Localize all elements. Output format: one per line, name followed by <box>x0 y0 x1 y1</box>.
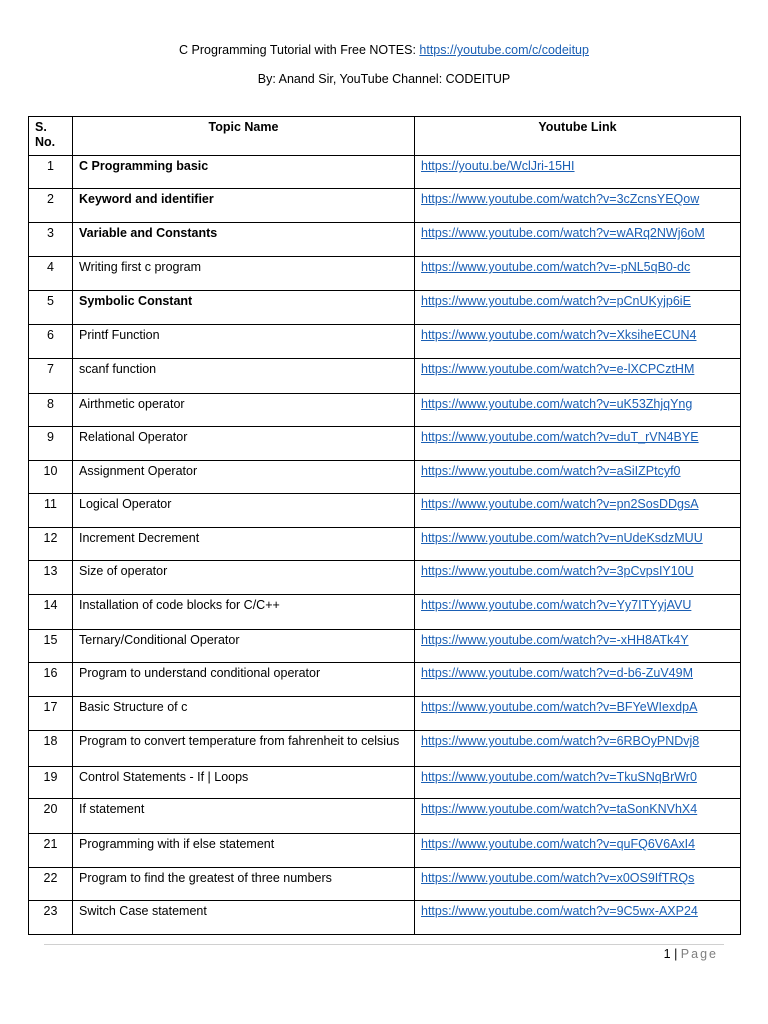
row-link-cell <box>415 595 741 630</box>
table-row <box>29 291 741 325</box>
row-number: 10 <box>29 461 73 494</box>
row-link-cell <box>415 156 741 189</box>
row-link-cell <box>415 630 741 663</box>
row-link-cell <box>415 359 741 394</box>
table-header-row <box>29 117 741 156</box>
row-link-cell <box>415 834 741 868</box>
row-link-cell <box>415 189 741 223</box>
table-row <box>29 561 741 595</box>
row-topic: Relational Operator <box>73 427 415 461</box>
row-number: 23 <box>29 901 73 935</box>
youtube-link[interactable]: https://www.youtube.com/watch?v=quFQ6V6AxI4 <box>421 837 696 851</box>
row-topic: Airthmetic operator <box>73 394 415 427</box>
row-topic: Control Statements - If | Loops <box>73 767 415 799</box>
table-row <box>29 223 741 257</box>
row-link-cell <box>415 561 741 595</box>
row-number: 16 <box>29 663 73 697</box>
row-link-cell <box>415 291 741 325</box>
row-link-cell <box>415 257 741 291</box>
row-topic: Printf Function <box>73 325 415 359</box>
channel-link[interactable]: https://youtube.com/c/codeitup <box>419 43 589 57</box>
youtube-link[interactable]: https://www.youtube.com/watch?v=3pCvpsIY10U <box>421 564 694 578</box>
youtube-link[interactable]: https://www.youtube.com/watch?v=aSiIZPtcyf0 <box>421 464 681 478</box>
row-number: 1 <box>29 156 73 189</box>
title-text: C Programming Tutorial with Free NOTES: <box>179 43 420 57</box>
row-topic: Keyword and identifier <box>73 189 415 223</box>
page-label: Page <box>680 947 718 961</box>
row-link-cell <box>415 427 741 461</box>
row-number: 11 <box>29 494 73 528</box>
table-row <box>29 528 741 561</box>
table-row <box>29 427 741 461</box>
row-link-cell <box>415 394 741 427</box>
page-number: 1 <box>663 947 671 961</box>
row-link-cell <box>415 528 741 561</box>
table-row <box>29 767 741 799</box>
table-row <box>29 359 741 394</box>
youtube-link[interactable]: https://www.youtube.com/watch?v=9C5wx-AXP24 <box>421 904 698 918</box>
row-link-cell <box>415 223 741 257</box>
row-topic: Writing first c program <box>73 257 415 291</box>
row-topic: Ternary/Conditional Operator <box>73 630 415 663</box>
page-footer <box>664 947 718 961</box>
document-title <box>0 43 768 57</box>
row-number: 6 <box>29 325 73 359</box>
row-topic: Symbolic Constant <box>73 291 415 325</box>
table-row <box>29 901 741 935</box>
table-row <box>29 834 741 868</box>
row-link-cell <box>415 697 741 731</box>
row-link-cell <box>415 901 741 935</box>
row-number: 22 <box>29 868 73 901</box>
youtube-link[interactable]: https://www.youtube.com/watch?v=-xHH8ATk4Y <box>421 633 689 647</box>
row-link-cell <box>415 731 741 767</box>
row-number: 2 <box>29 189 73 223</box>
row-link-cell <box>415 767 741 799</box>
row-topic: Program to understand conditional operator <box>73 663 415 697</box>
table-row <box>29 325 741 359</box>
row-number: 14 <box>29 595 73 630</box>
youtube-link[interactable]: https://www.youtube.com/watch?v=Yy7ITYyjAVU <box>421 598 692 612</box>
row-link-cell <box>415 494 741 528</box>
row-topic: Size of operator <box>73 561 415 595</box>
row-topic: Increment Decrement <box>73 528 415 561</box>
table-row <box>29 189 741 223</box>
table-row <box>29 494 741 528</box>
youtube-link[interactable]: https://www.youtube.com/watch?v=-pNL5qB0-dc <box>421 260 691 274</box>
youtube-link[interactable]: https://www.youtube.com/watch?v=pCnUKyjp6iE <box>421 294 691 308</box>
row-topic: Programming with if else statement <box>73 834 415 868</box>
table-row <box>29 461 741 494</box>
row-link-cell <box>415 868 741 901</box>
youtube-link[interactable]: https://www.youtube.com/watch?v=6RBOyPNDvj8 <box>421 734 700 748</box>
document-byline: By: Anand Sir, YouTube Channel: CODEITUP <box>257 72 511 86</box>
row-topic: Logical Operator <box>73 494 415 528</box>
table-row <box>29 156 741 189</box>
table-row <box>29 257 741 291</box>
row-topic: If statement <box>73 799 415 834</box>
youtube-link[interactable]: https://www.youtube.com/watch?v=3cZcnsYEQow <box>421 192 700 206</box>
table-row <box>29 697 741 731</box>
table-row <box>29 595 741 630</box>
row-link-cell <box>415 799 741 834</box>
row-topic: Variable and Constants <box>73 223 415 257</box>
tutorial-table <box>28 116 741 935</box>
youtube-link[interactable]: https://www.youtube.com/watch?v=duT_rVN4BYE <box>421 430 699 444</box>
table-row <box>29 394 741 427</box>
youtube-link[interactable]: https://www.youtube.com/watch?v=uK53ZhjqYng <box>421 397 693 411</box>
column-header-sno: S. No. <box>29 117 73 156</box>
row-number: 15 <box>29 630 73 663</box>
column-header-link: Youtube Link <box>415 117 741 156</box>
row-topic: C Programming basic <box>73 156 415 189</box>
row-number: 13 <box>29 561 73 595</box>
table-row <box>29 731 741 767</box>
column-header-topic: Topic Name <box>73 117 415 156</box>
youtube-link[interactable]: https://youtu.be/WclJri-15HI <box>421 159 575 173</box>
youtube-link[interactable]: https://www.youtube.com/watch?v=wARq2NWj6oM <box>421 226 705 240</box>
row-number: 18 <box>29 731 73 767</box>
page-separator: | <box>670 947 681 961</box>
row-number: 17 <box>29 697 73 731</box>
youtube-link[interactable]: https://www.youtube.com/watch?v=pn2SosDDgsA <box>421 497 699 511</box>
row-topic: Basic Structure of c <box>73 697 415 731</box>
row-topic: Assignment Operator <box>73 461 415 494</box>
footer-divider <box>44 944 724 945</box>
row-number: 20 <box>29 799 73 834</box>
row-number: 8 <box>29 394 73 427</box>
row-link-cell <box>415 325 741 359</box>
row-number: 3 <box>29 223 73 257</box>
row-number: 7 <box>29 359 73 394</box>
table-row <box>29 630 741 663</box>
table-row <box>29 868 741 901</box>
youtube-link[interactable]: https://www.youtube.com/watch?v=e-lXCPCztHM <box>421 362 695 376</box>
row-number: 5 <box>29 291 73 325</box>
row-number: 21 <box>29 834 73 868</box>
youtube-link[interactable]: https://www.youtube.com/watch?v=TkuSNqBrWr0 <box>421 770 697 784</box>
row-number: 12 <box>29 528 73 561</box>
row-topic: Program to find the greatest of three numbers <box>73 868 415 901</box>
youtube-link[interactable]: https://www.youtube.com/watch?v=d-b6-ZuV49M <box>421 666 694 680</box>
row-topic: Switch Case statement <box>73 901 415 935</box>
row-topic: Installation of code blocks for C/C++ <box>73 595 415 630</box>
table-row <box>29 663 741 697</box>
youtube-link[interactable]: https://www.youtube.com/watch?v=XksiheECUN4 <box>421 328 697 342</box>
row-link-cell <box>415 663 741 697</box>
row-number: 4 <box>29 257 73 291</box>
row-topic: Program to convert temperature from fahrenheit to celsius <box>73 731 415 767</box>
row-number: 19 <box>29 767 73 799</box>
youtube-link[interactable]: https://www.youtube.com/watch?v=BFYeWIexdpA <box>421 700 698 714</box>
youtube-link[interactable]: https://www.youtube.com/watch?v=taSonKNVhX4 <box>421 802 698 816</box>
youtube-link[interactable]: https://www.youtube.com/watch?v=nUdeKsdzMUU <box>421 531 703 545</box>
row-topic: scanf function <box>73 359 415 394</box>
row-number: 9 <box>29 427 73 461</box>
row-link-cell <box>415 461 741 494</box>
youtube-link[interactable]: https://www.youtube.com/watch?v=x0OS9IfTRQs <box>421 871 695 885</box>
table-row <box>29 799 741 834</box>
